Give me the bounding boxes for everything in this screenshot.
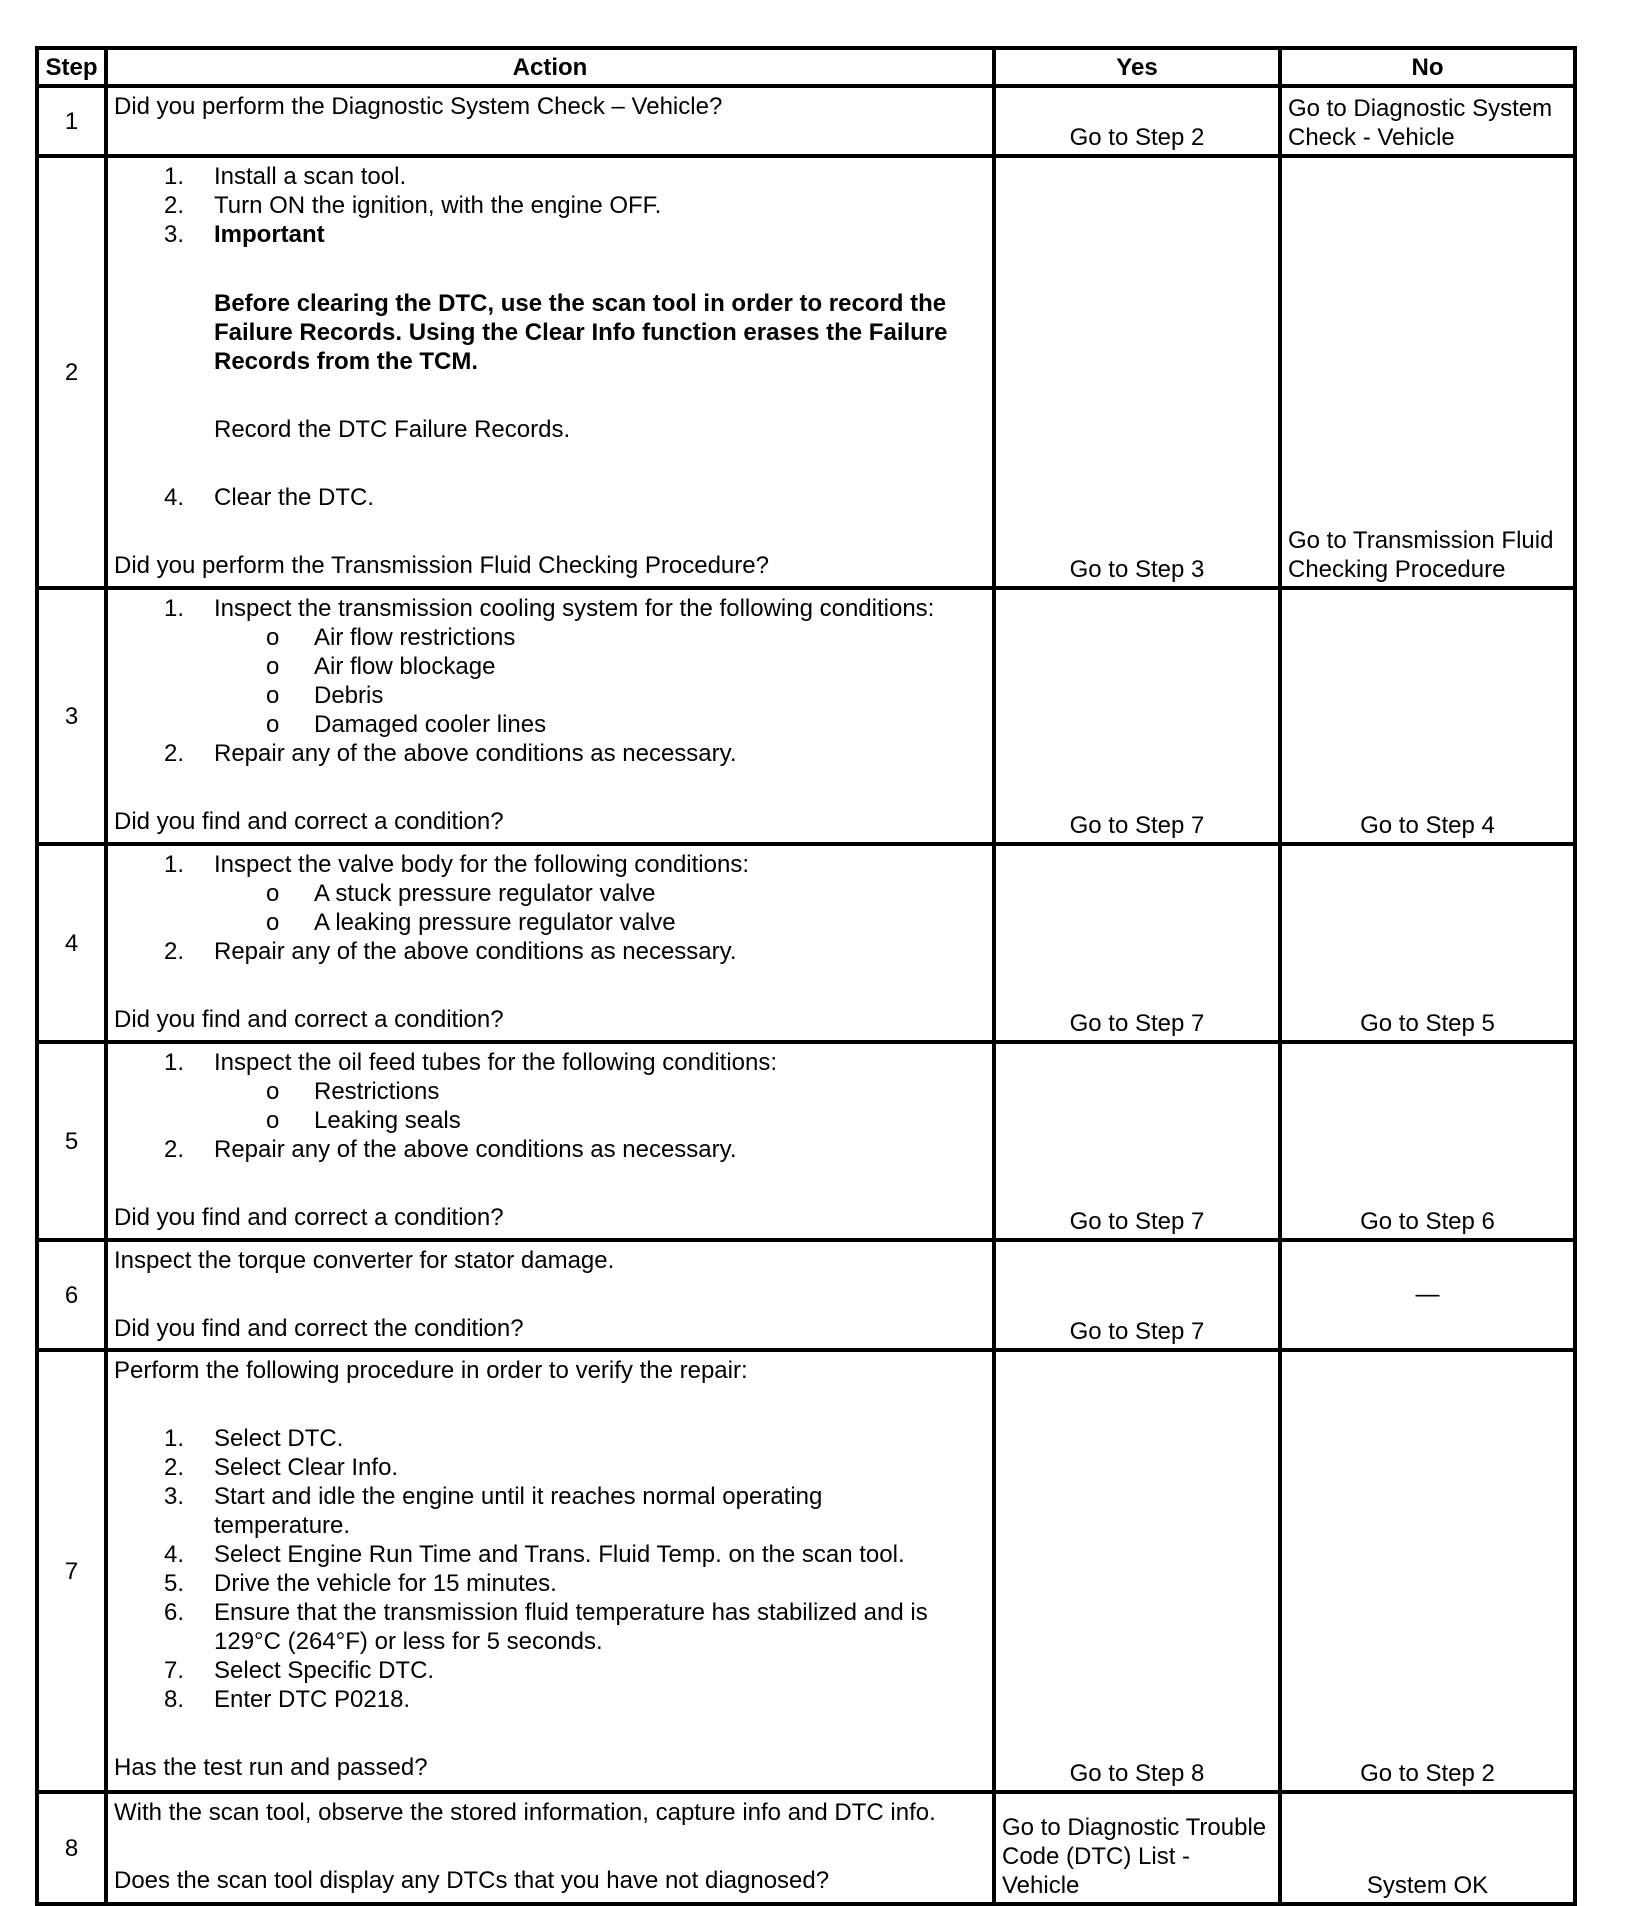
question-text: Does the scan tool display any DTCs that you have not diagnosed? — [114, 1867, 830, 1894]
action-cell — [106, 1240, 994, 1350]
sub-item: o Leaking seals — [266, 1107, 461, 1134]
diagnostic-table — [35, 46, 1577, 1906]
important-label: Important — [214, 221, 325, 248]
sub-item: o Air flow restrictions — [266, 624, 516, 651]
step-number: 2 — [37, 156, 106, 588]
list-item: 8. Enter DTC P0218. — [164, 1686, 411, 1713]
yes-cell: Go to Step 7 — [994, 1240, 1280, 1350]
action-cell — [106, 1350, 994, 1792]
sub-item: o A stuck pressure regulator valve — [266, 880, 656, 907]
yes-cell: Go to Step 2 — [994, 86, 1280, 156]
no-cell: Go to Step 2 — [1280, 1350, 1575, 1792]
header-no: No — [1280, 48, 1575, 86]
yes-cell: Go to Step 7 — [994, 1042, 1280, 1240]
header-yes: Yes — [994, 48, 1280, 86]
list-item: 1. Install a scan tool. — [164, 163, 407, 190]
list-item: 3. Important Before clearing the DTC, use the scan tool in order to record the Failure Records. Using the Clear Info function erases the Failure Records from the TCM. Record the DTC Failure Records. — [114, 220, 986, 483]
sub-item: o Air flow blockage — [266, 653, 496, 680]
list-item: 2. Repair any of the above conditions as necessary. — [164, 740, 737, 767]
no-cell: — — [1280, 1240, 1575, 1350]
action-cell — [106, 588, 994, 844]
question-text: Has the test run and passed? — [114, 1754, 428, 1781]
sub-item: o Debris — [266, 682, 384, 709]
yes-cell: Go to Step 8 — [994, 1350, 1280, 1792]
list-item: 2. Repair any of the above conditions as necessary. — [164, 1136, 737, 1163]
table-row-step-5 — [37, 1042, 1575, 1240]
table-row-step-2 — [37, 156, 1575, 588]
table-row-step-3 — [37, 588, 1575, 844]
header-row — [37, 48, 1575, 86]
list-item: 1. Select DTC. — [164, 1425, 344, 1452]
sub-item: o Damaged cooler lines — [266, 711, 547, 738]
important-note: Before clearing the DTC, use the scan tool in order to record the Failure Records. Using the Clear Info function erases the Failure Records from the TCM. — [214, 290, 948, 375]
list-item: 2. Repair any of the above conditions as necessary. — [164, 938, 737, 965]
no-cell: System OK — [1280, 1792, 1575, 1904]
action-cell — [106, 844, 994, 1042]
question-text: Did you find and correct a condition? — [114, 1006, 504, 1033]
list-item: 4. Clear the DTC. — [164, 484, 375, 511]
question-text: Did you find and correct a condition? — [114, 1204, 504, 1231]
action-cell — [106, 86, 994, 156]
table-row-step-7 — [37, 1350, 1575, 1792]
action-list — [114, 162, 986, 512]
no-cell: Go to Transmission Fluid Checking Procedure — [1280, 156, 1575, 588]
step-number: 5 — [37, 1042, 106, 1240]
list-item: 2. Turn ON the ignition, with the engine OFF. — [164, 192, 662, 219]
list-item: 4. Select Engine Run Time and Trans. Fluid Temp. on the scan tool. — [164, 1541, 905, 1568]
table-row-step-6 — [37, 1240, 1575, 1350]
step-number: 6 — [37, 1240, 106, 1350]
action-cell — [106, 1792, 994, 1904]
step-number: 1 — [37, 86, 106, 156]
step-number: 3 — [37, 588, 106, 844]
header-step: Step — [37, 48, 106, 86]
step-number: 4 — [37, 844, 106, 1042]
intro-text: Inspect the torque converter for stator damage. — [114, 1247, 615, 1274]
list-item: 3. Start and idle the engine until it reaches normal operating temperature. — [164, 1483, 823, 1539]
no-cell: Go to Step 6 — [1280, 1042, 1575, 1240]
action-cell — [106, 156, 994, 588]
intro-text: Perform the following procedure in order to verify the repair: — [114, 1357, 748, 1384]
step-number: 8 — [37, 1792, 106, 1904]
step-number: 7 — [37, 1350, 106, 1792]
yes-cell: Go to Diagnostic Trouble Code (DTC) List - Vehicle — [994, 1792, 1280, 1904]
question-text: Did you find and correct a condition? — [114, 808, 504, 835]
list-item: 7. Select Specific DTC. — [164, 1657, 435, 1684]
sub-item: o A leaking pressure regulator valve — [266, 909, 676, 936]
question-text: Did you perform the Transmission Fluid Checking Procedure? — [114, 552, 769, 579]
header-action: Action — [106, 48, 994, 86]
yes-cell: Go to Step 7 — [994, 588, 1280, 844]
table-row-step-4 — [37, 844, 1575, 1042]
table-row-step-8 — [37, 1792, 1575, 1904]
list-item: 5. Drive the vehicle for 15 minutes. — [164, 1570, 557, 1597]
no-cell: Go to Diagnostic System Check - Vehicle — [1280, 86, 1575, 156]
question-text: Did you find and correct the condition? — [114, 1315, 524, 1342]
no-cell: Go to Step 5 — [1280, 844, 1575, 1042]
yes-cell: Go to Step 7 — [994, 844, 1280, 1042]
no-cell: Go to Step 4 — [1280, 588, 1575, 844]
list-item: 2. Select Clear Info. — [164, 1454, 399, 1481]
yes-cell: Go to Step 3 — [994, 156, 1280, 588]
intro-text: With the scan tool, observe the stored information, capture info and DTC info. — [114, 1799, 936, 1826]
question-text: Did you perform the Diagnostic System Check – Vehicle? — [114, 93, 723, 120]
action-cell — [106, 1042, 994, 1240]
list-item: 1. Inspect the valve body for the following conditions: o A stuck pressure regulator valve o A leaking pressure regulator valve — [114, 850, 986, 937]
list-item: 6. Ensure that the transmission fluid temperature has stabilized and is 129°C (264°F) or less for 5 seconds. — [164, 1599, 928, 1655]
list-item: 1. Inspect the oil feed tubes for the following conditions: o Restrictions o Leaking seals — [114, 1048, 986, 1135]
list-item: 1. Inspect the transmission cooling system for the following conditions: o Air flow restrictions o Air flow blockage o Debris o Damaged cooler lines — [114, 594, 986, 739]
sub-item: o Restrictions — [266, 1078, 440, 1105]
table-row-step-1 — [37, 86, 1575, 156]
